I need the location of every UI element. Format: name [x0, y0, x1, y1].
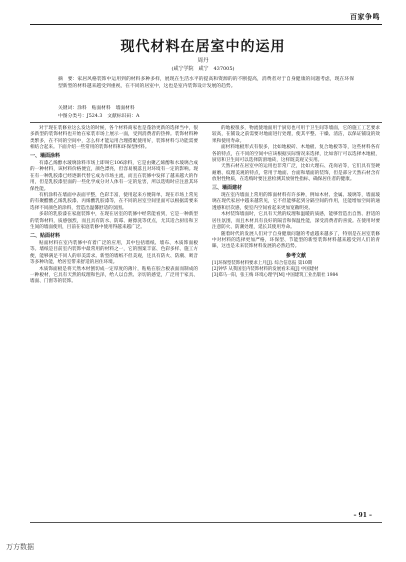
article-keywords: 关键词：涂料 贴面材料 墙面材料 [58, 106, 135, 111]
header-rule [30, 24, 382, 25]
reference-item: [1]环保型装饰材料要求上月[J]. 综合信息报 第10期 [212, 261, 313, 267]
body-paragraph: 贴面材料在室内装修中有着广泛的应用，其中包括墙纸、墙布、木质饰面板等。墙纸是目前室内装饰中最常用的材料之一，它的图案丰富、色彩多样、施工方便，能够满足不同人的审美需求。新型的墙纸不但美观，还具有防火、防潮、吸音等多种功能，给居室带来舒适的居住环境。 [30, 240, 198, 266]
body-paragraph: 天然石材在居室中的运用也非常广泛，比如大理石、花岗岩等，它们具有坚硬耐磨、纹理美观的特点，常用于地面、台面和墙面的装饰，但是部分天然石材含有放射性物质，在选购时要注意检测其放射性指标，确保居住者的健康。 [212, 164, 380, 183]
body-paragraph: 面材料地板形式有很多，比如地板砖、木地板、复合地板等等，这些材料各有各的特点，在不同的空间中应该根据实际情况来选择，比如客厅可以选择木地板，厨房和卫生间可以选择防滑地砖，这样既美观又实用。 [212, 145, 380, 164]
section-heading-coatings: 一、墙面涂料 [30, 153, 61, 160]
section-heading-veneers: 二、贴面材料 [30, 233, 61, 239]
page-number: – 91 – [353, 512, 372, 519]
database-watermark: 万方数据 [6, 543, 34, 551]
section-tag: 百家争鸣 [350, 13, 380, 21]
body-paragraph: 有机涂料在墙面中表面平整，色彩丰富，使用起来方便简单，现在市场上常见的有聚醋酸乙烯乳胶漆、丙烯酸乳胶漆等，在不同的居室空间里面可以根据需要来选择不同颜色的涂料，营造出温馨舒适的氛围。 [30, 193, 198, 211]
article-classification: 中图分类号：J524.3 文献标识码：A [58, 114, 140, 119]
footer-rule [30, 522, 382, 523]
abstract-divider [30, 122, 382, 123]
body-paragraph: 现在室内墙面上常用的饰面材料有许多种，例如木材、金属、玻璃等，墙面玻璃在现代家居中越来越常见，它不但能够起到分隔空间的作用，还能增加空间的通透感和层次感，使室内空间看起来更加宽敞明亮。 [212, 193, 380, 211]
body-paragraph: 木材装饰墙面时，它具有天然的纹理和温暖的质感，能够营造出自然、舒适的居住氛围，而且木材具有良好的隔音和保温性能，深受消费者的喜爱。在使用时要注意防火、防潮处理，延长其使用寿命。 [212, 212, 380, 231]
body-paragraph: 多彩的乳胶漆在家庭装饰中，在现在居室的装修中经常能看到，它是一种新型的装饰材料，质感强烈，而且具有防水、防霉、耐擦洗等优点，尤其适合厨房和卫生间的墙面使用，目前在家庭装修中使用得越来越广泛。 [30, 212, 198, 231]
body-paragraph: 随着时代的发展人们对于自身健康问题的考虑越来越多了，特别是在居室装修中对材料的选择更加严格，环保型、节能型的新型装饰材料越来越受到人们的青睐，这也是未来装饰材料发展的必然趋势。 [212, 231, 380, 250]
article-author: 周丹 [197, 58, 209, 64]
reference-item: [2]钟华 从我国室内装饰材料的发展看未来[J] 中国建材 [212, 267, 319, 273]
right-column [212, 126, 380, 279]
article-abstract: 摘 要：家居风格装饰中运用到的材料多种多样，展现在生活水平的提高和资源的的不断提高，消费者对于自身健康的问题考虑，现在环保型新型的材料越来越受到重视，在不同的居室中，这也是室内装饰设计发展的趋势。 [58, 77, 354, 89]
article-affiliation: (咸宁学院 咸宁 437005) [171, 66, 235, 72]
body-paragraph: 有漆乙烯醇水玻璃涂料市场上即叫它106涂料，它是由聚乙烯醇和水玻璃合成的一种材料，该材料价格便宜，颜色漂亮，但容易脱落且对环境有一定的影响。现在有一种乳胶漆已经逐渐代替它成为市场主流，而且在装修中发挥了越来越大的作用，但是乳胶漆里面的一些化学成分对人体有一定的危害，所以选购时应注意其环保性能。 [30, 161, 198, 192]
left-column [30, 126, 198, 286]
references-title: 参考文献 [285, 252, 306, 259]
article-title: 现代材料在居室中的运用 [120, 39, 286, 55]
reference-item: [3]郑马一阳，张王梅 环境心理学[M] 中国建筑工业出版社 1984 [212, 273, 339, 279]
body-paragraph: 木质饰面板是将天然木材刨切成一定厚度的薄片，粘贴在胶合板表面而制成的一种板材，它具有天然的纹理和色泽，给人以自然、亲切的感觉，广泛用于家具、墙面、门窗等的装饰。 [30, 266, 198, 285]
section-heading-wall-materials: 三、墙面建材 [212, 185, 243, 192]
body-paragraph: 的地板很多，物流使地面用于厨房也可用于卫生间等墙面，它的施工工艺要求较高，在铺设之前需要对地面进行处理，使其平整、干燥、清洁，以保证铺设的效果和使用寿命。 [212, 126, 380, 144]
intro-paragraph: 对于现在装修业这么发达的时候，各个材料商家也是蓬勃更新的选择当中，很多新型的装饰材料也开始在家装市场上展示一面，受到消费者的热捧。装饰材料种类繁多，在不同的空间中，怎么样才能运用合理搭配使用好，装饰材料与功能需要相结合起来。下面介绍一些常用的装饰材料和环保型材料。 [30, 126, 198, 151]
